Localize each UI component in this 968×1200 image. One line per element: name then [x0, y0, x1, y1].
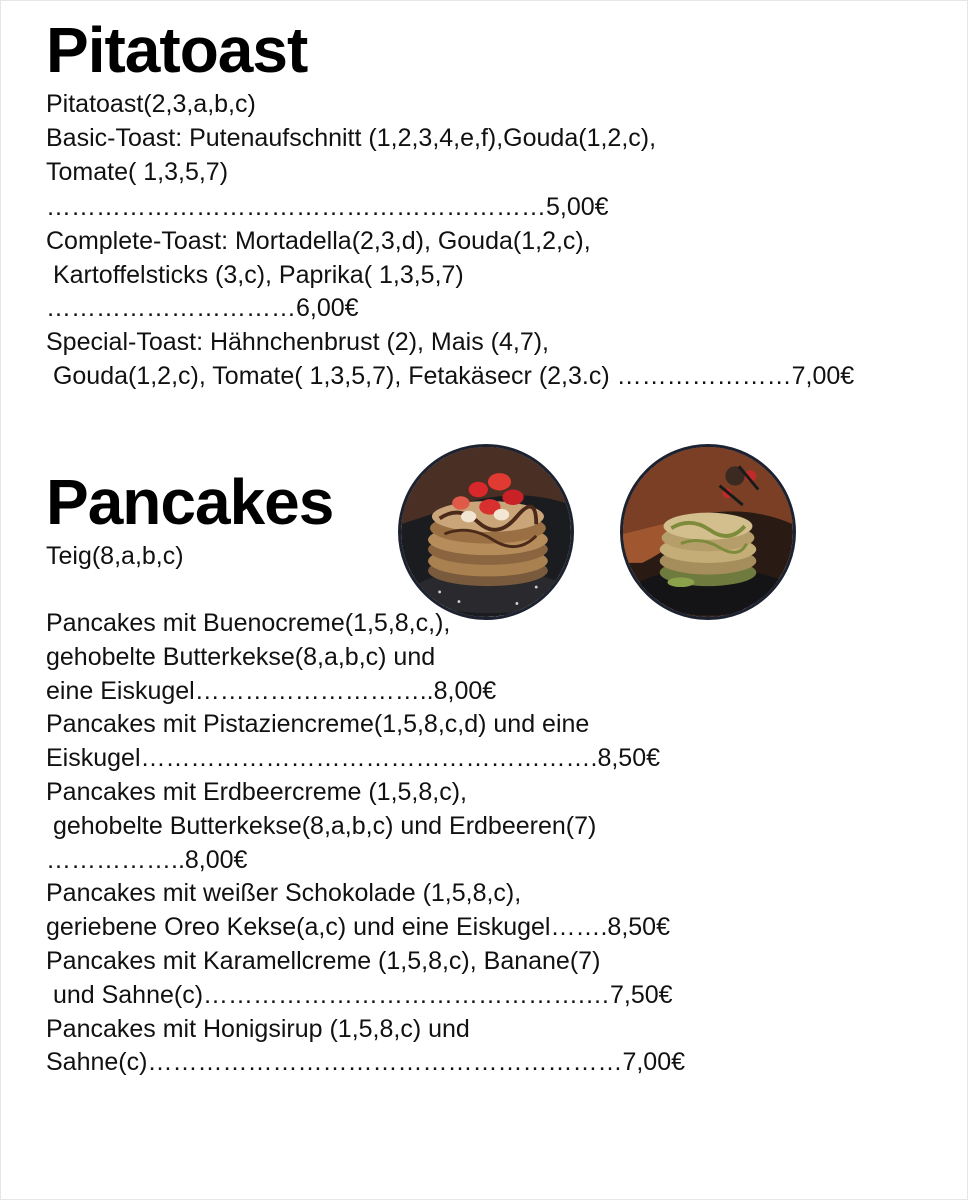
pancakes-price-line: ……………..8,00€	[46, 846, 248, 874]
pancakes-line: Pancakes mit weißer Schokolade (1,5,8,c),	[46, 879, 522, 907]
pancakes-line: Pancakes mit Honigsirup (1,5,8,c) und	[46, 1015, 470, 1043]
pitatoast-line: Kartoffelsticks (3,c), Paprika( 1,3,5,7)	[46, 261, 464, 289]
pancakes-line: Pancakes mit Pistaziencreme(1,5,8,c,d) und eine	[46, 710, 590, 738]
pancakes-price-line: eine Eiskugel………………………..8,00€	[46, 677, 497, 705]
pitatoast-price-line: ……………………………………………………5,00€	[46, 193, 609, 221]
pancakes-line: Pancakes mit Erdbeercreme (1,5,8,c),	[46, 778, 467, 806]
section-title-pitatoast: Pitatoast	[46, 14, 308, 86]
pancake-photo-pistachio	[620, 444, 796, 620]
pancake-strawberry-image	[401, 447, 571, 617]
pancakes-line: Pancakes mit Buenocreme(1,5,8,c,),	[46, 609, 451, 637]
pitatoast-line: Tomate( 1,3,5,7)	[46, 158, 229, 186]
pancakes-line: Teig(8,a,b,c)	[46, 542, 184, 570]
pitatoast-price-line: …………………………6,00€	[46, 294, 359, 322]
section-title-pancakes: Pancakes	[46, 466, 334, 538]
pitatoast-line: Pitatoast(2,3,a,b,c)	[46, 90, 256, 118]
pancakes-price-line: und Sahne(c)……………………………………….…7,50€	[46, 981, 673, 1009]
pancake-pistachio-image	[623, 447, 793, 617]
pancakes-price-line: Sahne(c)…………………………………………………7,00€	[46, 1048, 686, 1076]
pancakes-line: Pancakes mit Karamellcreme (1,5,8,c), Banane(7)	[46, 947, 601, 975]
pancakes-price-line: geriebene Oreo Kekse(a,c) und eine Eiskugel…….8,50€	[46, 913, 670, 941]
pancakes-line: gehobelte Butterkekse(8,a,b,c) und Erdbeeren(7)	[46, 812, 597, 840]
pitatoast-price-line: Gouda(1,2,c), Tomate( 1,3,5,7), Fetakäsecr (2,3.c) …………………7,00€	[46, 362, 855, 390]
pitatoast-line: Special-Toast: Hähnchenbrust (2), Mais (4,7),	[46, 328, 549, 356]
pancake-photo-strawberry	[398, 444, 574, 620]
pancakes-line: gehobelte Butterkekse(8,a,b,c) und	[46, 643, 436, 671]
pancakes-price-line: Eiskugel……………………………………………….8,50€	[46, 744, 661, 772]
pitatoast-line: Basic-Toast: Putenaufschnitt (1,2,3,4,e,f),Gouda(1,2,c),	[46, 124, 657, 152]
pitatoast-line: Complete-Toast: Mortadella(2,3,d), Gouda(1,2,c),	[46, 227, 591, 255]
